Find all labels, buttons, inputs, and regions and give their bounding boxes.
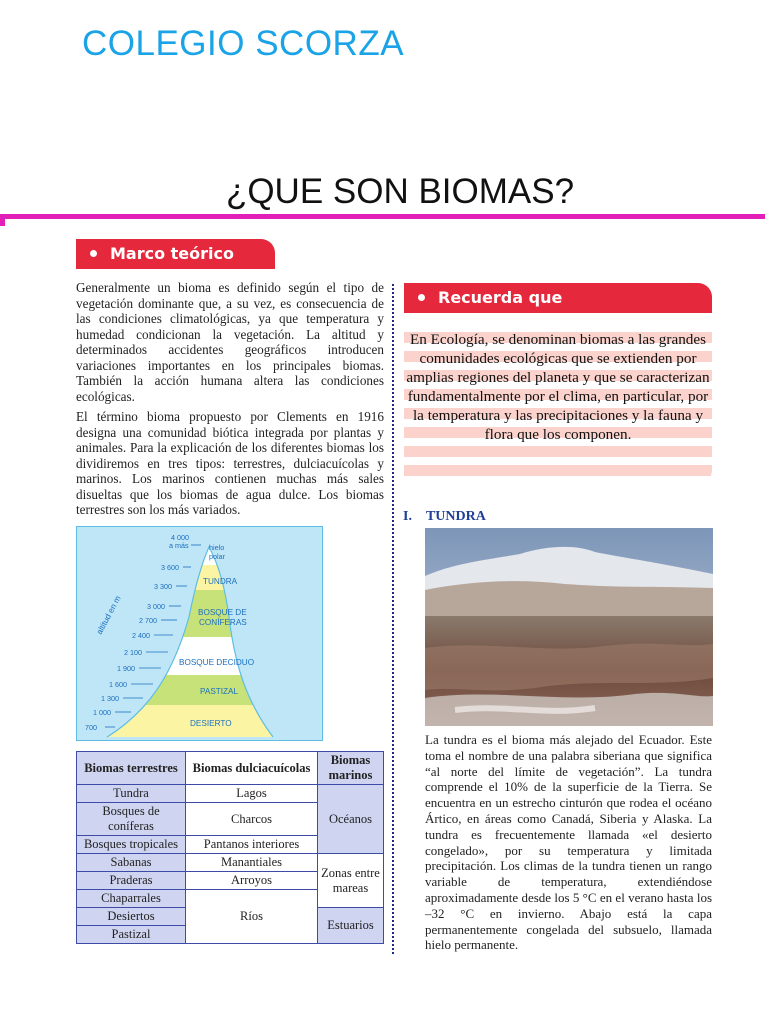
recuerda-que-heading (404, 283, 712, 313)
header-marinos: Biomas marinos (318, 752, 384, 785)
cell-sabanas: Sabanas (77, 854, 186, 872)
cell-chaparrales: Chaparrales (77, 890, 186, 908)
header-terrestres: Biomas terrestres (77, 752, 186, 785)
tick-3600: 3 600 (161, 563, 179, 572)
zone-pastizal: PASTIZAL (200, 687, 239, 696)
top-label-2: a más (169, 541, 189, 550)
school-name: COLEGIO SCORZA (82, 24, 405, 63)
title-underline-tick (0, 214, 5, 226)
tundra-paragraph: La tundra es el bioma más alejado del Ecuador. Este toma el nombre de una palabra siberiana que significa “al norte del límite de vegetación”. La tundra comprende el 10% de la superficie de la Tierra. Se encuentra en un estrecho cinturón que rodea el océano Ártico, en áreas como Canadá, Siberia y Alaska. La tundra es frecuentemente llamada «el desierto congelado», por su temperatura y limitada precipitación. Los climas de la tundra tienen un rango variable de temperatura, extendiéndose aproximadamente desde los 5 °C en el verano hasta los –32 °C en invierno. Abajo está la capa permanentemente congelada del subsuelo, llamada hielo permanente. (425, 732, 712, 953)
cell-arroyos: Arroyos (186, 872, 318, 890)
altitude-mountain-svg (77, 527, 324, 742)
cell-desiertos: Desiertos (77, 908, 186, 926)
marco-paragraph-1: Generalmente un bioma es definido según el tipo de vegetación dominante que, a su vez, es consecuencia de las condiciones climatológicas, ya que temperatura y humedad condicionan la vegetación. La altitud y determinados accidentes geográficos introducen variaciones importantes en los principales biomas. También la acción humana altera las condiciones ecológicas. (76, 280, 384, 404)
tick-3000: 3 000 (147, 602, 165, 611)
cell-oceanos: Océanos (318, 785, 384, 854)
marco-paragraph-2: El término bioma propuesto por Clements en 1916 designa una comunidad biótica integrada por plantas y animales. Para la explicación de los diferentes biomas los dividiremos en tres tipos: terrestres, dulciacuícolas y marinos. Los marinos contienen muchas más sales disueltas que los biomas de agua dulce. Los biomas terrestres son los más variados. (76, 409, 384, 517)
axis-label: altitud en m (94, 594, 123, 636)
altitude-biome-diagram (76, 526, 323, 741)
cell-manantiales: Manantiales (186, 854, 318, 872)
header-dulciacuicolas: Biomas dulciacuícolas (186, 752, 318, 785)
marco-teorico-label: Marco teórico (110, 244, 234, 263)
zone-bosque-de: BOSQUE DE (198, 608, 247, 617)
cell-estuarios: Estuarios (318, 908, 384, 944)
tick-2700: 2 700 (139, 616, 157, 625)
marco-teorico-heading (76, 239, 275, 269)
column-divider (392, 284, 394, 954)
page-title: ¿QUE SON BIOMAS? (225, 172, 575, 211)
tundra-heading: I. TUNDRA (403, 509, 486, 524)
tick-1900: 1 900 (117, 664, 135, 673)
cell-lagos: Lagos (186, 785, 318, 803)
cell-charcos: Charcos (186, 803, 318, 836)
cell-pantanos: Pantanos interiores (186, 836, 318, 854)
cell-bosques-coniferas: Bosques de coníferas (77, 803, 186, 836)
zone-bosque-deciduo: BOSQUE DECIDUO (179, 658, 255, 667)
cell-pastizal: Pastizal (77, 926, 186, 944)
tick-2100: 2 100 (124, 648, 142, 657)
tick-700: 700 (85, 723, 97, 732)
zone-polar: polar (209, 552, 225, 561)
biomes-table (76, 751, 384, 944)
cell-praderas: Praderas (77, 872, 186, 890)
bullet-icon (90, 250, 97, 257)
cell-tundra: Tundra (77, 785, 186, 803)
recuerda-note-text: En Ecología, se denominan biomas a las grandes comunidades ecológicas que se extienden por amplias regiones del planeta y que se caracterizan fundamentalmente por el clima, en particular, por la temperatura y las precipitaciones y la fauna y flora que los componen. (406, 331, 710, 443)
cell-rios: Ríos (186, 890, 318, 944)
title-underline (0, 214, 765, 219)
zone-tundra: TUNDRA (203, 577, 238, 586)
tick-1000: 1 000 (93, 708, 111, 717)
zone-hielo: hielo (209, 543, 225, 552)
top-label-1: 4 000 (171, 533, 189, 542)
tundra-landscape-svg (425, 528, 713, 726)
cell-zonas-mareas: Zonas entre mareas (318, 854, 384, 908)
cell-bosques-tropicales: Bosques tropicales (77, 836, 186, 854)
bullet-icon (418, 294, 425, 301)
tundra-photo (425, 528, 713, 726)
zone-coniferas: CONÍFERAS (199, 618, 247, 627)
recuerda-que-label: Recuerda que (438, 288, 563, 307)
tick-2400: 2 400 (132, 631, 150, 640)
tick-1600: 1 600 (109, 680, 127, 689)
tick-1300: 1 300 (101, 694, 119, 703)
tick-3300: 3 300 (154, 582, 172, 591)
zone-desierto: DESIERTO (190, 719, 232, 728)
